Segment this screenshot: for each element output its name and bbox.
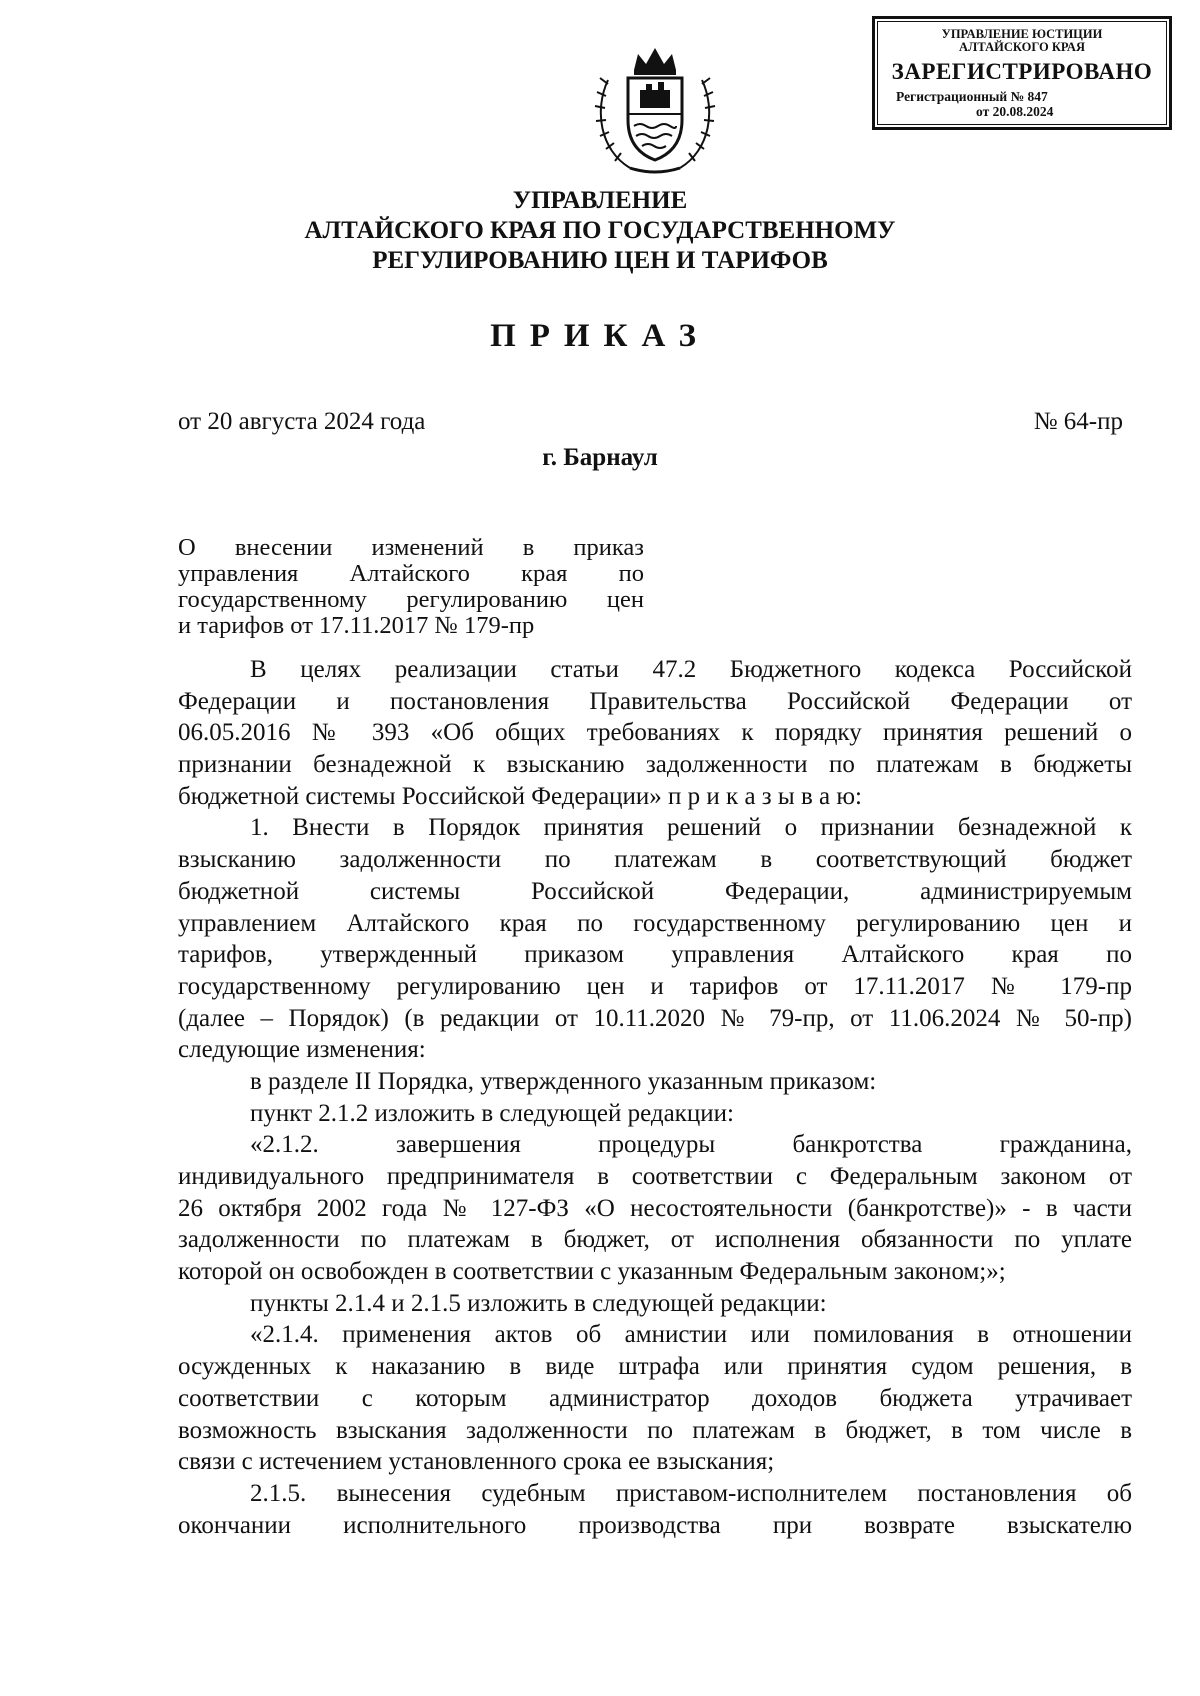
body-line: «2.1.2. завершения процедуры банкротства гражданина, [250, 1131, 1132, 1159]
body-line: Федерации и постановления Правительства Российской Федерации от [178, 687, 1132, 715]
body-line: задолженности по платежам в бюджет, от исполнения обязанности по уплате [178, 1226, 1132, 1254]
agency-title-line1: УПРАВЛЕНИЕ [512, 187, 688, 214]
body-line: следующие изменения: [178, 1036, 426, 1064]
subject-line: и тарифов от 17.11.2017 № 179-пр [178, 612, 535, 639]
body-line: в разделе II Порядка, утвержденного указанным приказом: [250, 1067, 877, 1095]
subject-line: управления Алтайского края по [178, 560, 644, 587]
document-date: от 20 августа 2024 года [178, 408, 426, 435]
body-line: окончании исполнительного производства при возврате взыскателю [178, 1511, 1132, 1539]
document-type: ПРИКАЗ [490, 318, 710, 354]
body-line: бюджетной системы Российской Федерации» п р и к а з ы в а ю: [178, 782, 862, 810]
agency-title-line3: РЕГУЛИРОВАНИЮ ЦЕН И ТАРИФОВ [372, 247, 828, 274]
body-line: возможность взыскания задолженности по платежам в бюджет, в том числе в [178, 1416, 1132, 1444]
stamp-agency [878, 22, 1166, 54]
body-line: 2.1.5. вынесения судебным приставом-исполнителем постановления об [250, 1479, 1132, 1507]
body-line: 1. Внести в Порядок принятия решений о признании безнадежной к [250, 814, 1132, 842]
body-line: государственному регулированию цен и тарифов от 17.11.2017 № 179-пр [178, 972, 1132, 1000]
stamp-reg-date: от 20.08.2024 [976, 103, 1054, 119]
agency-title-line2: АЛТАЙСКОГО КРАЯ ПО ГОСУДАРСТВЕННОМУ [304, 217, 896, 244]
body-line: которой он освобожден в соответствии с указанным Федеральным законом;»; [178, 1258, 1006, 1286]
body-line: признании безнадежной к взысканию задолженности по платежам в бюджеты [178, 751, 1132, 779]
subject-line: О внесении изменений в приказ [178, 534, 644, 561]
body-line: тарифов, утвержденный приказом управления Алтайского края по [178, 941, 1132, 969]
agency-title [200, 186, 1000, 276]
body-line: управлением Алтайского края по государственному регулированию цен и [178, 909, 1132, 937]
body-line: индивидуального предпринимателя в соответствии с Федеральным законом от [178, 1163, 1132, 1190]
body-line: В целях реализации статьи 47.2 Бюджетного кодекса Российской [250, 656, 1132, 683]
stamp-agency-line1: УПРАВЛЕНИЕ ЮСТИЦИИ [941, 27, 1103, 41]
document-city: г. Барнаул [542, 444, 658, 471]
body-line: пункты 2.1.4 и 2.1.5 изложить в следующей редакции: [250, 1289, 827, 1317]
registration-stamp-inner [877, 21, 1167, 125]
subject-line: государственному регулированию цен [178, 586, 644, 613]
body-line: бюджетной системы Российской Федерации, администрируемым [178, 877, 1132, 905]
body-line: соответствии с которым администратор доходов бюджета утрачивает [178, 1384, 1132, 1412]
altai-krai-coat-of-arms-icon [590, 40, 720, 180]
stamp-agency-line2: АЛТАЙСКОГО КРАЯ [959, 40, 1085, 55]
body-line: взысканию задолженности по платежам в соответствующий бюджет [178, 846, 1132, 874]
document-body [178, 654, 1132, 1541]
body-line: 26 октября 2002 года № 127-ФЗ «О несостоятельности (банкротстве)» - в части [178, 1194, 1132, 1222]
registration-stamp [872, 16, 1172, 130]
document-subject [178, 535, 644, 639]
stamp-reg-number: Регистрационный № 847 [896, 89, 1048, 105]
body-line: пункт 2.1.2 изложить в следующей редакции: [250, 1099, 734, 1127]
body-line: осужденных к наказанию в виде штрафа или принятия судом решения, в [178, 1353, 1132, 1381]
document-number: № 64-пр [1033, 408, 1123, 435]
stamp-status: ЗАРЕГИСТРИРОВАНО [891, 59, 1153, 85]
body-line: связи с истечением установленного срока ее взыскания; [178, 1448, 775, 1476]
body-line: (далее – Порядок) (в редакции от 10.11.2020 № 79-пр, от 11.06.2024 № 50-пр) [178, 1004, 1132, 1032]
body-line: 06.05.2016 № 393 «Об общих требованиях к порядку принятия решений о [178, 719, 1132, 747]
body-line: «2.1.4. применения актов об амнистии или помилования в отношении [250, 1321, 1132, 1349]
